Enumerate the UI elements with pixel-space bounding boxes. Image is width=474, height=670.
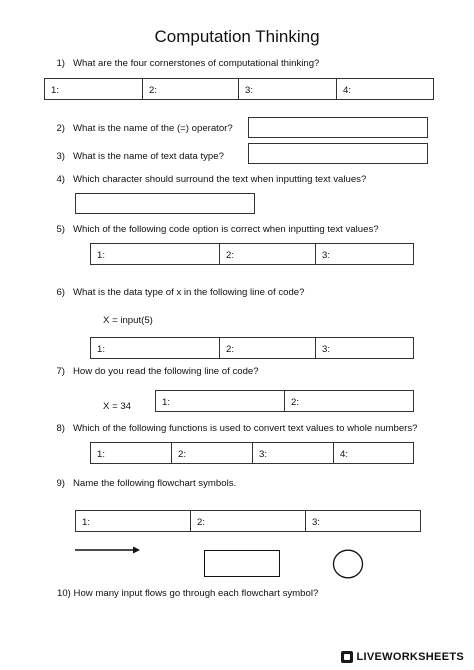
answer-field[interactable]: 3: [253,443,334,463]
question-8 [49,423,418,434]
answer-field[interactable]: 1: [91,338,220,358]
answer-field[interactable]: 2: [191,511,306,531]
question-number: 3) [56,151,65,162]
question-number: 6) [56,287,65,298]
answer-field[interactable] [75,193,255,214]
answer-field[interactable]: 1: [45,79,143,99]
question-number: 7) [56,366,65,377]
question-10: 10) How many input flows go through each flowchart symbol? [57,588,319,599]
question-text: Which character should surround the text when inputting text values? [73,174,367,185]
question-2 [49,123,233,134]
answer-row-q8 [90,442,414,464]
question-4 [49,174,366,185]
question-number: 9) [56,478,65,489]
answer-field[interactable]: 3: [322,344,331,355]
question-7 [49,366,259,377]
circle-icon [331,548,365,580]
answer-row-q5 [90,243,414,265]
answer-field[interactable] [248,143,428,164]
question-5 [49,224,379,235]
question-text: What is the name of the (=) operator? [73,123,233,134]
question-3 [49,151,224,162]
question-6 [49,287,304,298]
question-9 [49,478,236,489]
answer-field[interactable]: 4: [343,85,352,96]
answer-field[interactable] [248,117,428,138]
process-rectangle-icon [204,550,280,577]
question-number: 2) [56,123,65,134]
answer-field[interactable]: 2: [143,79,239,99]
answer-field[interactable]: 3: [312,517,321,528]
answer-field[interactable]: 3: [239,79,337,99]
question-number: 4) [56,174,65,185]
answer-field[interactable]: 1: [156,391,285,411]
question-text: What are the four cornerstones of computational thinking? [73,58,320,69]
question-number: 8) [56,423,65,434]
answer-field[interactable]: 4: [340,449,349,460]
question-text: What is the name of text data type? [73,151,224,162]
question-number: 5) [56,224,65,235]
brand-name: LIVEWORKSHEETS [356,651,464,663]
answer-row-q6 [90,337,414,359]
answer-field[interactable]: 2: [291,397,300,408]
question-text: What is the data type of x in the following line of code? [73,287,305,298]
answer-row-q9 [75,510,421,532]
answer-row-q1 [44,78,434,100]
question-text: Name the following flowchart symbols. [73,478,237,489]
question-number: 1) [56,58,65,69]
answer-field[interactable]: 2: [172,443,253,463]
question-1 [49,58,319,69]
answer-field[interactable]: 2: [220,244,316,264]
page-title: Computation Thinking [154,27,320,46]
footer-brand [341,651,465,663]
answer-field[interactable]: 3: [322,250,331,261]
code-snippet: X = 34 [103,401,132,412]
code-snippet: X = input(5) [103,315,153,326]
answer-field[interactable]: 1: [91,244,220,264]
answer-field[interactable]: 2: [220,338,316,358]
answer-field[interactable]: 1: [91,443,172,463]
answer-row-q7 [155,390,414,412]
answer-field[interactable]: 1: [76,511,191,531]
question-text: Which of the following code option is correct when inputting text values? [73,224,379,235]
question-text: How do you read the following line of code? [73,366,259,377]
question-text: Which of the following functions is used to convert text values to whole numbers? [73,423,418,434]
liveworksheets-logo-icon [341,651,353,663]
arrow-icon [74,543,142,557]
